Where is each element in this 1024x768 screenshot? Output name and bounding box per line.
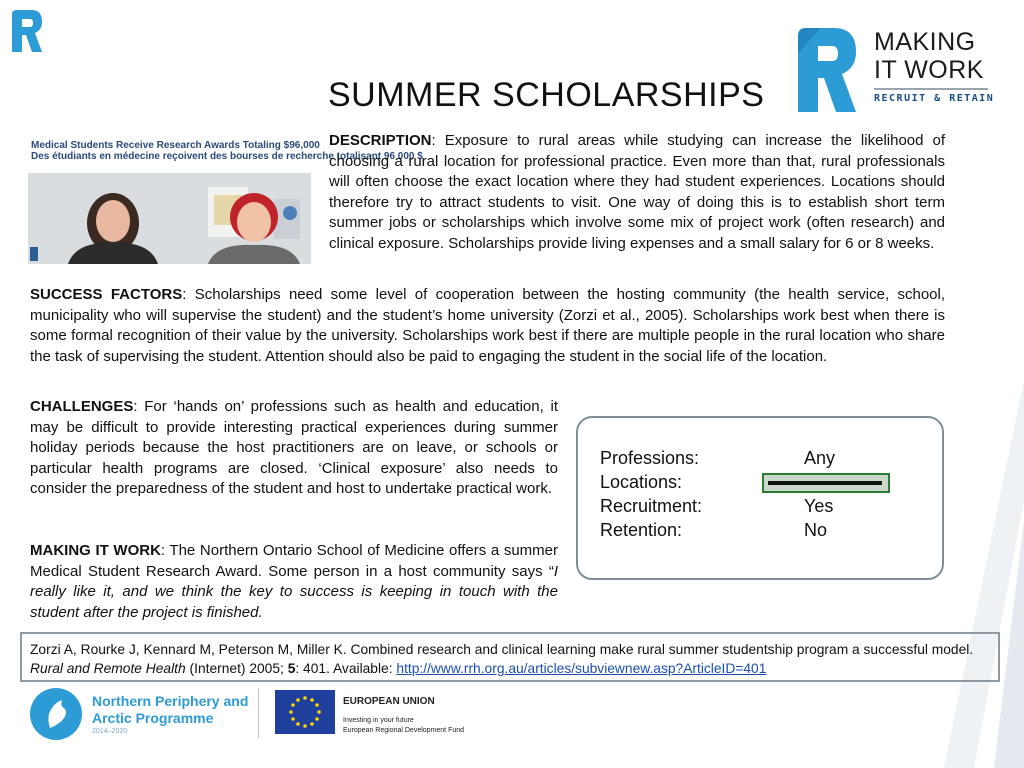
reference-internet: (Internet) 2005; — [185, 661, 288, 676]
retention-label: Retention: — [600, 520, 683, 540]
eu-line-2: European Regional Development Fund — [343, 727, 465, 734]
description-heading: DESCRIPTION — [329, 132, 432, 149]
locations-label: Locations: — [600, 472, 683, 492]
retention-value: No — [804, 520, 828, 540]
small-r-logo — [8, 8, 44, 54]
reference-journal: Rural and Remote Health — [30, 661, 186, 676]
professions-label: Professions: — [600, 448, 700, 468]
challenges-paragraph — [30, 397, 558, 500]
npa-line-2: Arctic Programme — [92, 710, 214, 726]
page-title: SUMMER SCHOLARSHIPS — [328, 76, 765, 114]
reference-link[interactable]: http://www.rrh.org.au/articles/subviewnew.asp?ArticleID=401 — [396, 661, 767, 676]
making-it-work-paragraph — [30, 541, 558, 623]
success-text: : Scholarships need some level of cooperation between the hosting community (the health service, school, municipality who will supervise the student) and the student’s home university (Zorzi et al., 2005). Scholarships work best when there is some formal recognition of their value by the university. Scholarships work best if there are multiple people in the rural location who share the task of supervising the student. Attention should also be paid to engaging the student in the social life of the location. — [30, 286, 945, 365]
background-decoration — [944, 380, 1024, 768]
brand-r-icon — [790, 24, 860, 116]
brand-subtitle: RECRUIT & RETAIN — [874, 93, 995, 104]
description-text: : Exposure to rural areas while studying can increase the likelihood of choosing a rural location for professional practice. Even more than that, rural professionals will often choose the exact location where they had student experiences. Locations should therefore try to attract students to visit. One way of doing this is to establish short term summer jobs or scholarships which involve some mix of project work (often research) and clinical exposure. Scholarships provide living expenses and a small salary for 6 or 8 weeks. — [329, 132, 945, 252]
making-heading: MAKING IT WORK — [30, 542, 161, 559]
photo-headline-fr: Des étudiants en médecine reçoivent des bourses de recherche totalisant 96 000 $ — [31, 151, 423, 162]
reference-box — [20, 632, 1000, 682]
professions-value: Any — [804, 448, 836, 468]
photo-headline-en: Medical Students Receive Research Awards Totaling $96,000 — [31, 140, 320, 151]
making-it-work-logo — [790, 24, 1000, 120]
npa-years: 2014–2020 — [92, 728, 128, 735]
brand-line-1: MAKING — [874, 28, 976, 56]
locations-bar-fill — [768, 481, 882, 485]
bird-icon — [44, 698, 70, 730]
challenges-heading: CHALLENGES — [30, 398, 134, 415]
eu-flag-icon — [275, 690, 335, 734]
footer-divider — [258, 688, 259, 738]
reference-pages: : 401. Available: — [295, 661, 397, 676]
eu-title: EUROPEAN UNION — [343, 696, 435, 707]
recruitment-value: Yes — [804, 496, 834, 516]
npa-line-1: Northern Periphery and — [92, 693, 249, 709]
summary-box — [576, 416, 944, 580]
making-quote: I really like it, and we think the key to success is keeping in touch with the student after the project is finished. — [30, 562, 558, 621]
success-factors-paragraph — [30, 285, 945, 367]
making-text: : The Northern Ontario School of Medicine offers a summer Medical Student Research Award. Some person in a host community says “ — [30, 542, 558, 580]
npa-title — [92, 693, 248, 727]
npa-logo — [30, 688, 260, 740]
success-heading: SUCCESS FACTORS — [30, 286, 183, 303]
recruitment-label: Recruitment: — [600, 496, 703, 516]
brand-line-2: IT WORK — [874, 56, 984, 84]
locations-bar — [762, 473, 890, 493]
challenges-text: : For ‘hands on’ professions such as health and education, it may be difficult to provide interesting practical experiences during summer holiday periods because the host practitioners are on leave, or schools or particular health programs are closed. ‘Clinical exposure’ also needs to consider the preparedness of the student and host to undertake practical work. — [30, 398, 558, 498]
reference-authors: Zorzi A, Rourke J, Kennard M, Peterson M, Miller K. Combined research and clinical learning make rural summer studentship program a successful model. — [30, 642, 974, 657]
reference-volume: 5 — [287, 661, 296, 676]
eu-line-1: Investing in your future — [343, 717, 414, 724]
brand-divider — [874, 88, 988, 90]
description-paragraph — [329, 131, 945, 255]
eu-text — [343, 696, 464, 736]
